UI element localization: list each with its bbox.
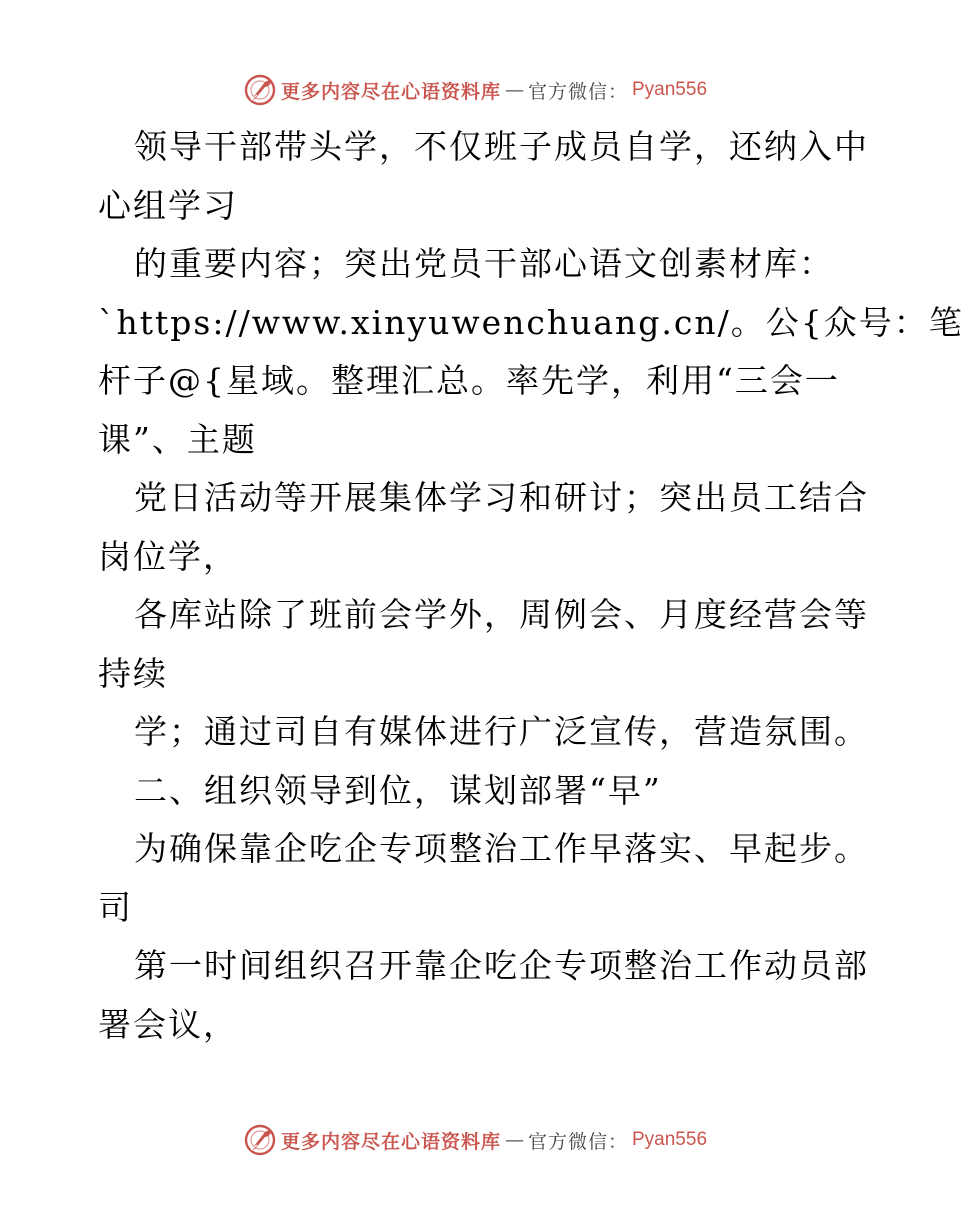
body-line: 心组学习 [98,185,238,225]
footer-contact-value: Pyan556 [632,1129,708,1150]
body-line: 为确保靠企吃企专项整治工作早落实、早起步。 [134,829,869,868]
body-line: `https://www.xinyuwenchuang.cn/。公{众号：笔 [98,302,964,342]
footer-banner [0,1120,950,1160]
document-body [98,118,964,1054]
header-banner [0,70,950,110]
body-line: 课”、主题 [98,419,257,459]
body-line: 杆子@{星域。整理汇总。率先学，利用“三会一 [98,361,840,400]
footer-site-text: 更多内容尽在心语资料库 [280,1130,501,1153]
header-contact-value: Pyan556 [632,79,708,100]
body-line: 持续 [98,653,168,693]
body-line: 司 [98,887,133,927]
body-line: 岗位学， [98,536,238,576]
quill-pen-logo-icon [243,73,277,107]
body-line: 各库站除了班前会学外，周例会、月度经营会等 [134,595,869,634]
body-line: 党日活动等开展集体学习和研讨；突出员工结合 [134,478,869,517]
header-contact-label: 官方微信： [527,80,628,103]
section-heading: 二、组织领导到位，谋划部署“早” [134,770,662,810]
body-line: 学；通过司自有媒体进行广泛宣传，营造氛围。 [134,712,869,751]
header-site-text: 更多内容尽在心语资料库 [280,80,501,103]
footer-separator: — [504,1129,524,1151]
footer-banner-inner [243,1123,707,1157]
footer-contact-label: 官方微信： [527,1130,628,1153]
quill-pen-logo-icon [243,1123,277,1157]
body-line: 的重要内容；突出党员干部心语文创素材库： [134,244,834,283]
body-line: 领导干部带头学，不仅班子成员自学，还纳入中 [134,127,869,166]
header-banner-inner [243,73,707,107]
body-line: 署会议， [98,1004,238,1044]
body-line: 第一时间组织召开靠企吃企专项整治工作动员部 [134,946,869,985]
header-separator: — [504,79,524,101]
